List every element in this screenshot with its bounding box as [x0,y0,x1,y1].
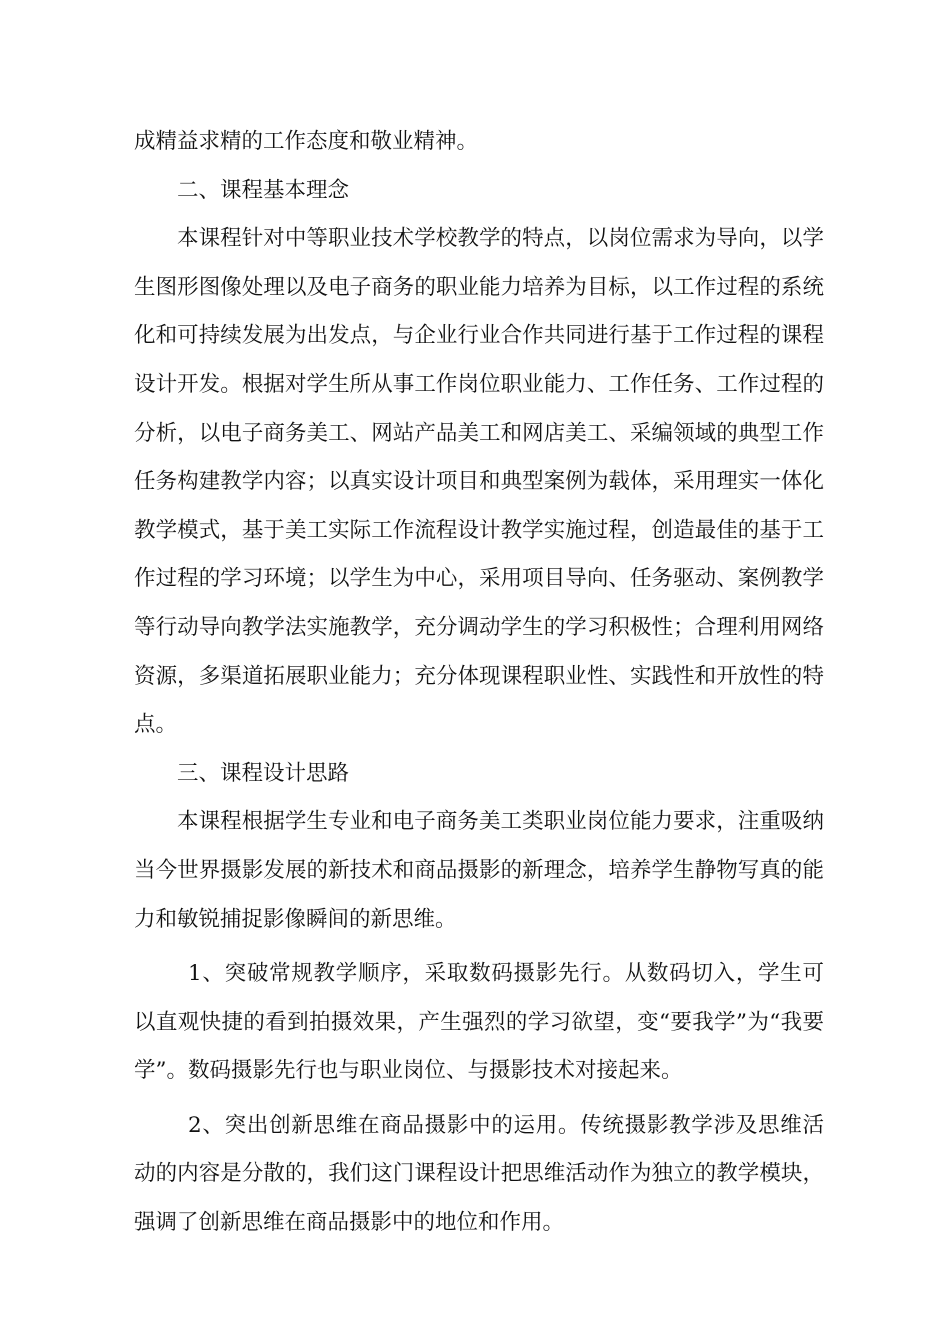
continuation-paragraph: 成精益求精的工作态度和敬业精神。 [134,129,479,154]
body-paragraph-basic-concept: 本课程针对中等职业技术学校教学的特点，以岗位需求为导向，以学生图形图像处理以及电子商务的职业能力培养为目标，以工作过程的系统化和可持续发展为出发点，与企业行业合作共同进行基于工作过程的课程设计开发。根据对学生所从事工作岗位职业能力、工作任务、工作过程的分析，以电子商务美工、网站产品美工和网店美工、采编领域的典型工作任务构建教学内容；以真实设计项目和典型案例为载体，采用理实一体化教学模式，基于美工实际工作流程设计教学实施过程，创造最佳的基于工作过程的学习环境；以学生为中心，采用项目导向、任务驱动、案例教学等行动导向教学法实施教学，充分调动学生的学习积极性；合理利用网络资源，多渠道拓展职业能力；充分体现课程职业性、实践性和开放性的特点。 [134,226,824,738]
document-body [134,118,824,1248]
list-item-2: 2、突出创新思维在商品摄影中的运用。传统摄影教学涉及思维活动的内容是分散的，我们这门课程设计把思维活动作为独立的教学模块，强调了创新思维在商品摄影中的地位和作用。 [134,1112,824,1236]
section-heading-design-idea: 三、课程设计思路 [177,760,350,786]
body-paragraph-design-idea: 本课程根据学生专业和电子商务美工类职业岗位能力要求，注重吸纳当今世界摄影发展的新技术和商品摄影的新理念，培养学生静物写真的能力和敏锐捕捉影像瞬间的新思维。 [134,809,824,932]
section-heading-basic-concept: 二、课程基本理念 [177,177,350,203]
list-item-1: 1、突破常规教学顺序，采取数码摄影先行。从数码切入，学生可以直观快捷的看到拍摄效果，产生强烈的学习欲望，变“要我学”为“我要学”。数码摄影先行也与职业岗位、与摄影技术对接起来。 [134,961,824,1084]
